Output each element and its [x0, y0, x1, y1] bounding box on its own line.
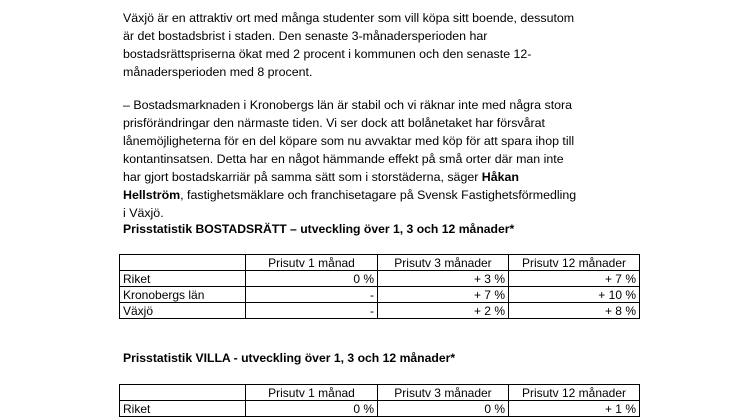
text-line: är det bostadsbrist i staden. Den senaste 3-månadersperioden har — [123, 29, 488, 43]
column-header: Prisutv 1 månad — [246, 255, 378, 271]
row-label: Riket — [120, 401, 246, 417]
column-header: Prisutv 12 månader — [509, 255, 640, 271]
table-row — [120, 303, 640, 319]
speaker-title: , fastighetsmäklare och franchisetagare på Svensk Fastighetsförmedling — [180, 188, 577, 202]
table-row — [120, 271, 640, 287]
column-header: Prisutv 1 månad — [246, 385, 378, 401]
row-label: Riket — [120, 271, 246, 287]
table-cell: + 8 % — [509, 303, 640, 319]
column-header: Prisutv 3 månader — [378, 255, 509, 271]
table-cell: 0 % — [246, 271, 378, 287]
table-cell: - — [246, 287, 378, 303]
text-line — [123, 168, 643, 186]
text-line: Växjö är en attraktiv ort med många studenter som vill köpa sitt boende, dessutom — [123, 11, 575, 25]
text-line: – Bostadsmarknaden i Kronobergs län är stabil och vi räknar inte med några stora — [123, 98, 573, 112]
text-line: kontantinsatsen. Detta har en något hämmande effekt på små orter där man inte — [123, 152, 564, 166]
table-cell: + 1 % — [509, 401, 640, 417]
speaker-last-name: Hellström — [123, 188, 181, 202]
row-label: Kronobergs län — [120, 287, 246, 303]
column-header: Prisutv 12 månader — [509, 385, 640, 401]
text-line — [123, 186, 643, 204]
price-table-villa — [119, 384, 640, 417]
row-label: Växjö — [120, 303, 246, 319]
price-table-bostadsratt — [119, 254, 640, 319]
column-header — [120, 255, 246, 271]
text-line: bostadsrättspriserna ökat med 2 procent i kommunen och den senaste 12- — [123, 47, 532, 61]
table-cell: + 2 % — [378, 303, 509, 319]
table-cell: + 10 % — [509, 287, 640, 303]
quote-attribution-prefix: har gjort bostadskarriär på samma sätt som i storstäderna, säger — [123, 170, 482, 184]
paragraph-intro — [123, 9, 643, 81]
table-cell: + 7 % — [378, 287, 509, 303]
text-line: månadersperioden med 8 procent. — [123, 65, 313, 79]
text-line: prisförändringar den närmaste tiden. Vi ser dock att bolånetaket har försvårat — [123, 116, 545, 130]
table-cell: + 3 % — [378, 271, 509, 287]
table-cell: - — [246, 303, 378, 319]
table-heading-bostadsratt: Prisstatistik BOSTADSRÄTT – utveckling över 1, 3 och 12 månader* — [123, 222, 515, 236]
table-cell: 0 % — [246, 401, 378, 417]
speaker-first-name: Håkan — [481, 170, 519, 184]
text-line: lånemöjligheterna för en del köpare som nu avvaktar med köp för att spara ihop till — [123, 134, 575, 148]
paragraph-quote — [123, 96, 643, 222]
table-header-row — [120, 255, 640, 271]
table-header-row — [120, 385, 640, 401]
table-cell: + 7 % — [509, 271, 640, 287]
table-row — [120, 401, 640, 417]
text-line: i Växjö. — [123, 206, 164, 220]
table-cell: 0 % — [378, 401, 509, 417]
table-row — [120, 287, 640, 303]
column-header: Prisutv 3 månader — [378, 385, 509, 401]
column-header — [120, 385, 246, 401]
table-heading-villa: Prisstatistik VILLA - utveckling över 1, 3 och 12 månader* — [123, 351, 456, 365]
